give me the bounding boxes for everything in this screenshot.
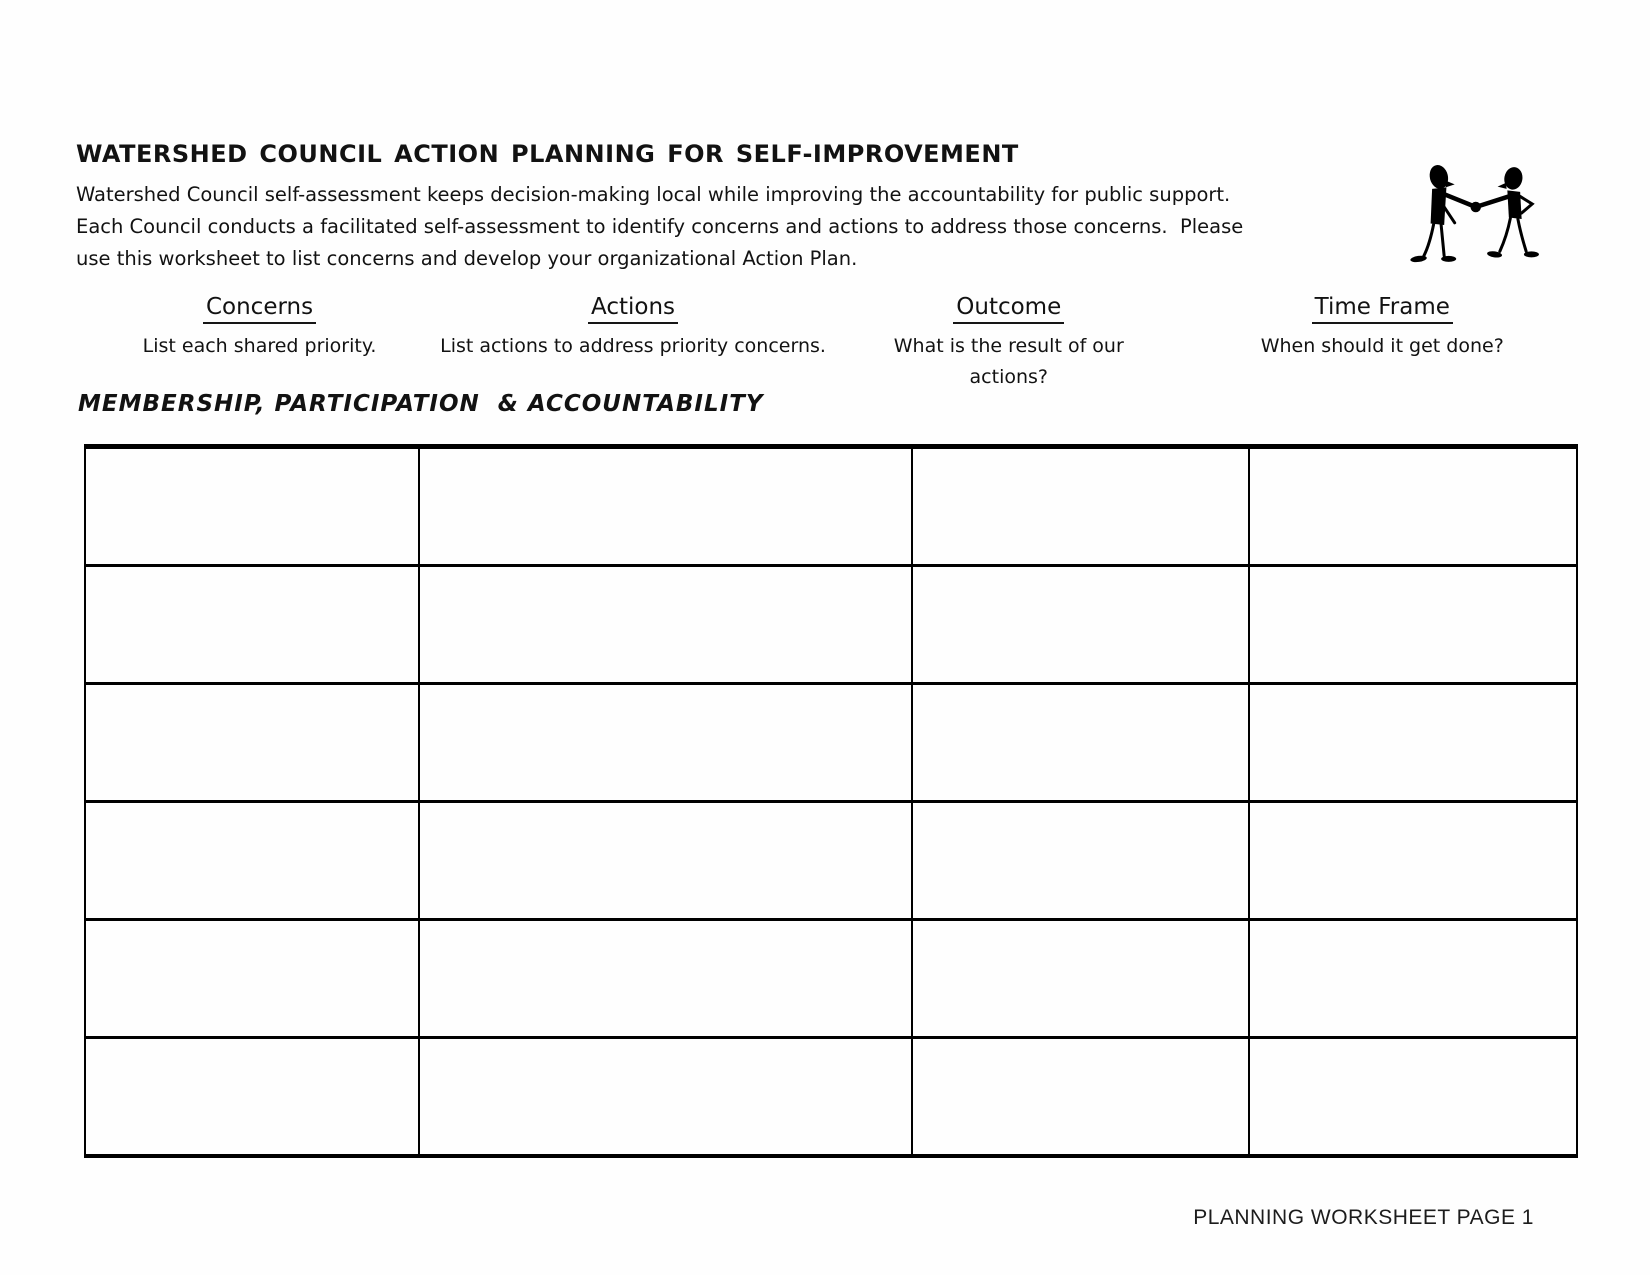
document-header	[76, 140, 1376, 275]
table-cell	[1249, 920, 1577, 1038]
table-cell	[912, 802, 1249, 920]
column-label: Concerns	[203, 294, 316, 324]
planning-table	[84, 444, 1578, 1158]
intro-paragraph	[76, 179, 1376, 275]
planning-table-body	[85, 447, 1577, 1157]
table-cell	[419, 684, 911, 802]
table-row	[85, 802, 1577, 920]
table-cell	[912, 1038, 1249, 1157]
column-description: List actions to address priority concerns.	[440, 335, 826, 357]
table-cell	[85, 1038, 419, 1157]
table-cell	[419, 566, 911, 684]
table-cell	[912, 447, 1249, 566]
intro-line: Each Council conducts a facilitated self-assessment to identify concerns and actions to address those concerns. Please	[76, 215, 1244, 238]
table-row	[85, 447, 1577, 566]
table-row	[85, 920, 1577, 1038]
column-label: Outcome	[953, 294, 1064, 324]
table-row	[85, 566, 1577, 684]
table-cell	[85, 566, 419, 684]
table-cell	[912, 684, 1249, 802]
column-label: Actions	[588, 294, 678, 324]
intro-line: use this worksheet to list concerns and develop your organizational Action Plan.	[76, 247, 858, 270]
intro-line: Watershed Council self-assessment keeps decision-making local while improving the accountability for public support.	[76, 183, 1231, 206]
section-heading: MEMBERSHIP, PARTICIPATION & ACCOUNTABILITY	[78, 391, 764, 417]
table-cell	[912, 566, 1249, 684]
table-cell	[85, 920, 419, 1038]
column-headers	[84, 294, 1578, 393]
table-cell	[85, 447, 419, 566]
table-cell	[419, 447, 911, 566]
handshake-illustration	[1396, 144, 1554, 282]
column-description: What is the result of our actions?	[893, 335, 1124, 388]
table-cell	[419, 802, 911, 920]
handshake-icon	[1396, 144, 1554, 282]
column-header-concerns	[84, 294, 435, 393]
column-description: List each shared priority.	[142, 335, 377, 357]
table-cell	[1249, 566, 1577, 684]
table-cell	[1249, 684, 1577, 802]
table-cell	[912, 920, 1249, 1038]
column-header-actions	[435, 294, 831, 393]
page-title: WATERSHED COUNCIL ACTION PLANNING FOR SELF-IMPROVEMENT	[76, 140, 1019, 168]
column-description: When should it get done?	[1260, 335, 1504, 357]
page-footer: PLANNING WORKSHEET PAGE 1	[1193, 1206, 1534, 1229]
table-row	[85, 684, 1577, 802]
table-cell	[1249, 802, 1577, 920]
table-row	[85, 1038, 1577, 1157]
column-label: Time Frame	[1312, 294, 1453, 324]
table-cell	[419, 920, 911, 1038]
table-cell	[1249, 447, 1577, 566]
column-header-outcome	[831, 294, 1187, 393]
column-header-time-frame	[1187, 294, 1578, 393]
table-cell	[1249, 1038, 1577, 1157]
table-cell	[419, 1038, 911, 1157]
table-cell	[85, 802, 419, 920]
table-cell	[85, 684, 419, 802]
